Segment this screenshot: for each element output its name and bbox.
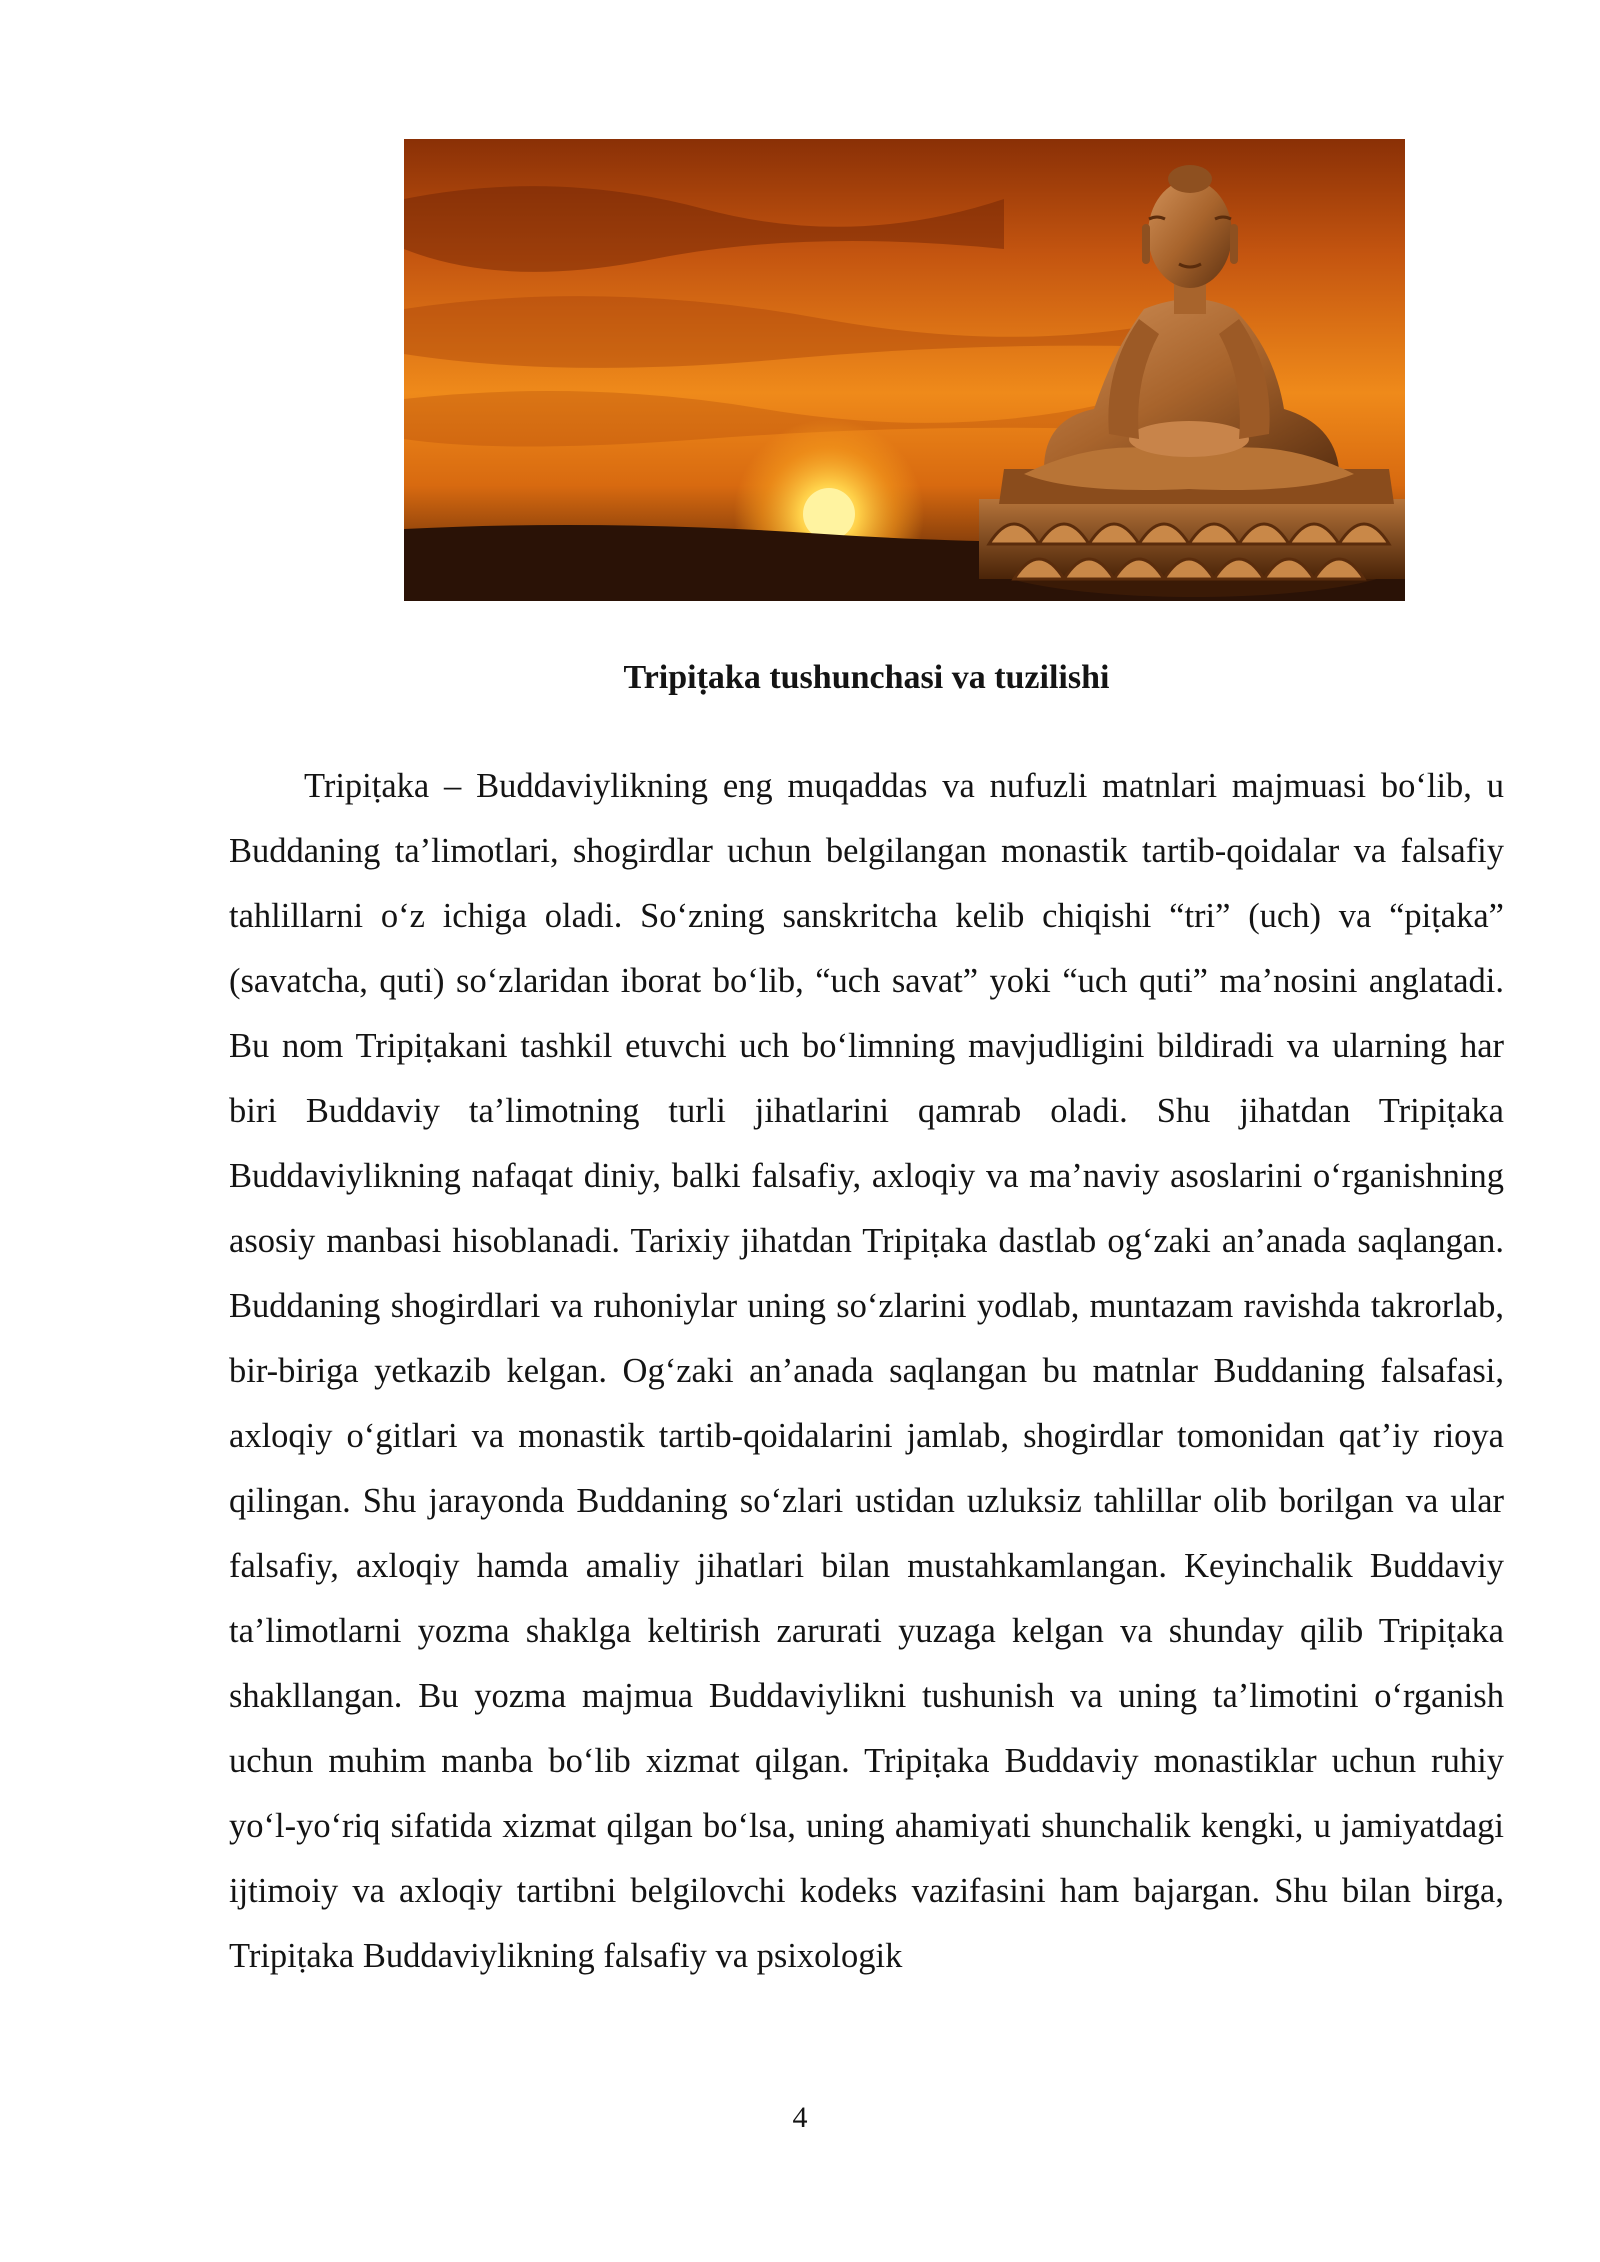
- body-paragraph: Tripiṭaka – Buddaviylikning eng muqaddas va nufuzli matnlari majmuasi bo‘lib, u Buddaning ta’limotlari, shogirdlar uchun belgilangan monastik tartib-qoidalar va falsafiy tahlillarni o‘z ichiga oladi. So‘zning sanskritcha kelib chiqishi “tri” (uch) va “piṭaka” (savatcha, quti) so‘zlaridan iborat bo‘lib, “uch savat” yoki “uch quti” ma’nosini anglatadi. Bu nom Tripiṭakani tashkil etuvchi uch bo‘limning mavjudligini bildiradi va ularning har biri Buddaviy ta’limotning turli jihatlarini qamrab oladi. Shu jihatdan Tripiṭaka Buddaviylikning nafaqat diniy, balki falsafiy, axloqiy va ma’naviy asoslarini o‘rganishning asosiy manbasi hisoblanadi. Tarixiy jihatdan Tripiṭaka dastlab og‘zaki an’anada saqlangan. Buddaning shogirdlari va ruhoniylar uning so‘zlarini yodlab, muntazam ravishda takrorlab, bir-biriga yetkazib kelgan. Og‘zaki an’anada saqlangan bu matnlar Buddaning falsafasi, axloqiy o‘gitlari va monastik tartib-qoidalarini jamlab, shogirdlar tomonidan qat’iy rioya qilingan. Shu jarayonda Buddaning so‘zlari ustidan uzluksiz tahlillar olib borilgan va ular falsafiy, axloqiy hamda amaliy jihatlari bilan mustahkamlangan. Keyinchalik Buddaviy ta’limotlarni yozma shaklga keltirish zarurati yuzaga kelgan va shunday qilib Tripiṭaka shakllangan. Bu yozma majmua Buddaviylikni tushunish va uning ta’limotini o‘rganish uchun muhim manba bo‘lib xizmat qilgan. Tripiṭaka Buddaviy monastiklar uchun ruhiy yo‘l-yo‘riq sifatida xizmat qilgan bo‘lsa, uning ahamiyati shunchalik kengki, u jamiyatdagi ijtimoiy va axloqiy tartibni belgilovchi kodeks vazifasini ham bajargan. Shu bilan birga, Tripiṭaka Buddaviylikning falsafiy va psixologik: [229, 767, 1504, 1975]
- buddha-sunset-image: [404, 139, 1405, 601]
- section-title: Tripiṭaka tushunchasi va tuzilishi: [623, 659, 1110, 696]
- page-number: 4: [792, 2101, 808, 2134]
- buddha-statue-icon: [404, 139, 1405, 601]
